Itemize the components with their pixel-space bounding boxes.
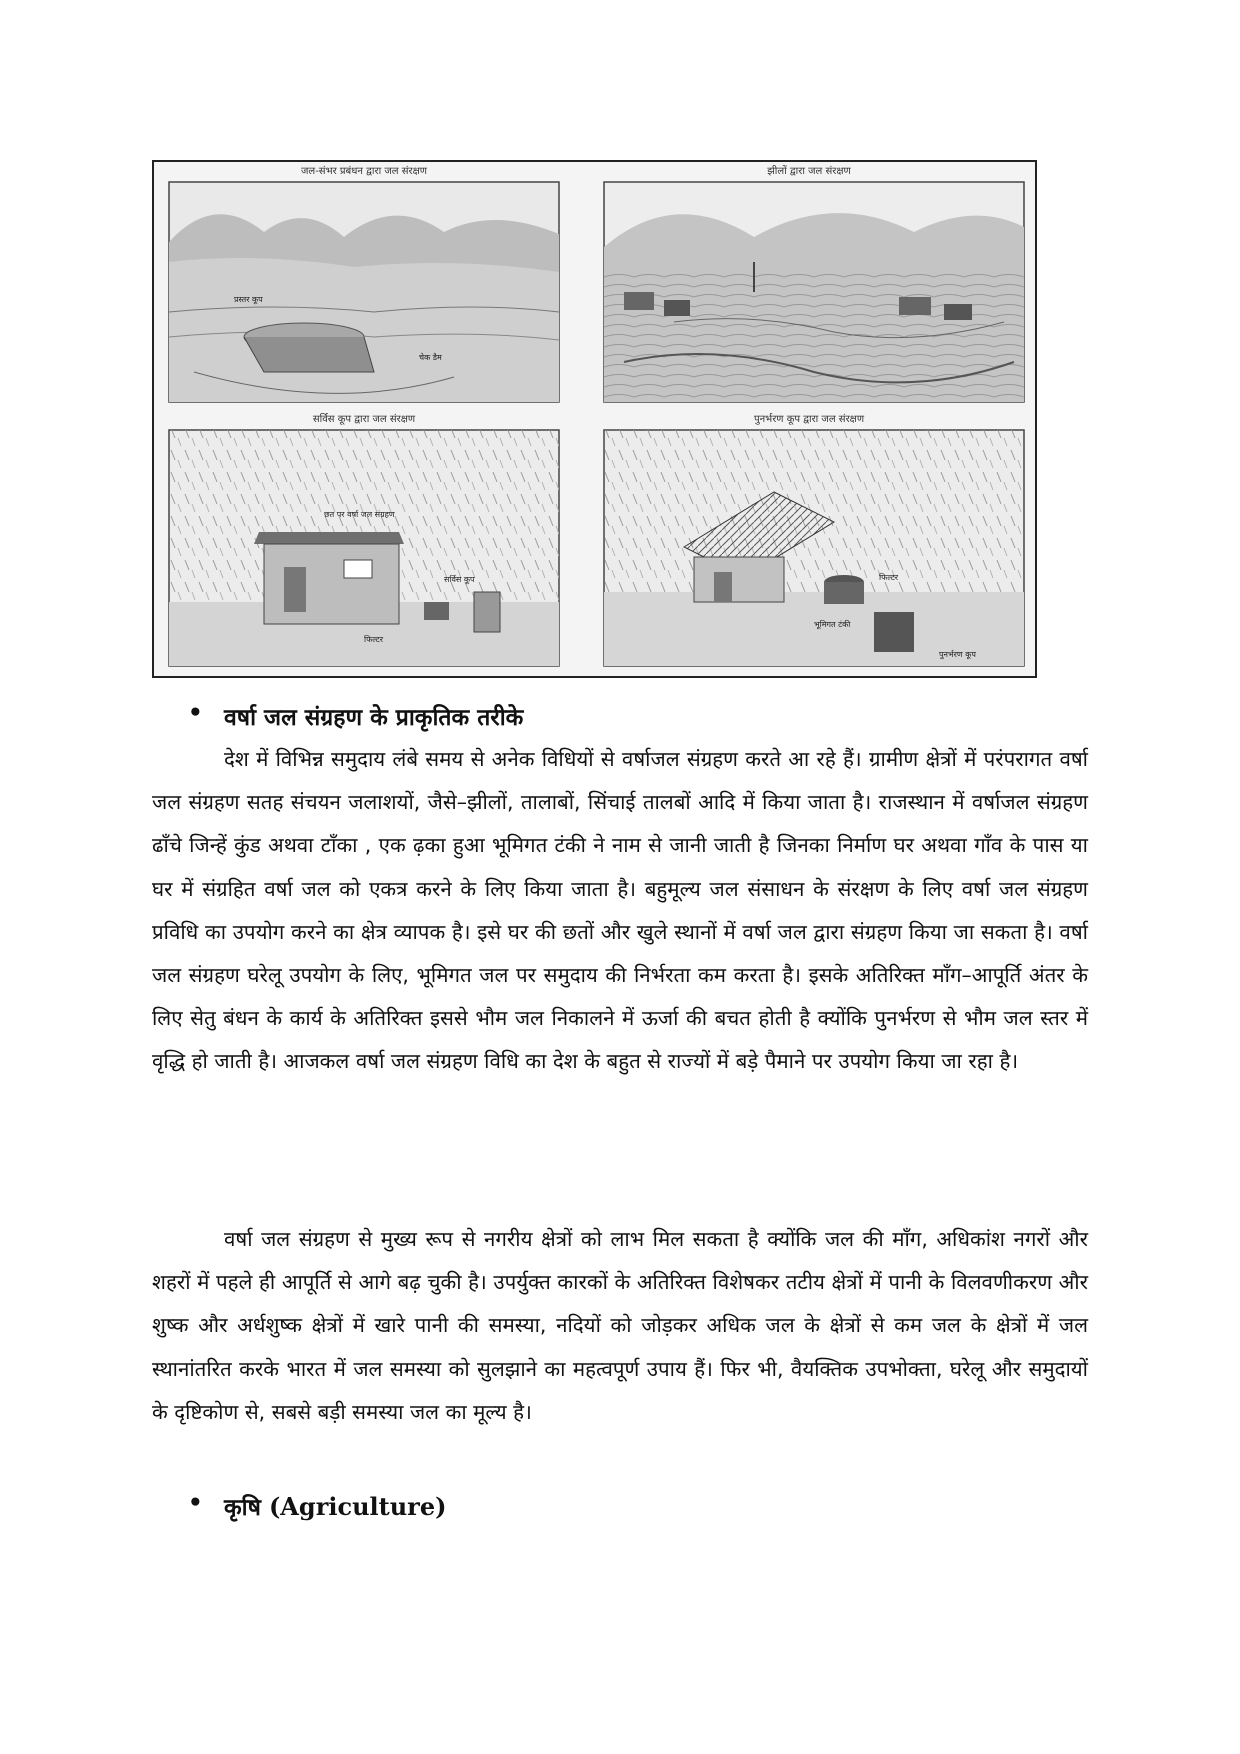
panel-title: जल-संभर प्रबंधन द्वारा जल संरक्षण [301, 166, 427, 177]
bullet-icon: • [188, 1490, 203, 1516]
panel-label: भूमिगत टंकी [814, 620, 851, 629]
panel-title: पुनर्भरण कूप द्वारा जल संरक्षण [753, 414, 865, 425]
panel-label: छत पर वर्षा जल संग्रहण [324, 510, 395, 519]
panel-label: प्रस्तर कूप [234, 295, 263, 304]
panel-title: झीलों द्वारा जल संरक्षण [767, 166, 851, 177]
panel-label: पुनर्भरण कूप [939, 650, 976, 659]
panel-label: चेक डैम [419, 353, 442, 362]
heading-text: वर्षा जल संग्रहण के प्राकृतिक तरीके [224, 705, 524, 731]
heading-english: (Agriculture) [268, 1492, 447, 1521]
panel-watershed [169, 165, 559, 402]
panel-recharge-well [604, 413, 1024, 666]
panel-label: फिल्टर [364, 635, 384, 644]
panel-service-well [169, 413, 559, 666]
paragraph: देश में विभिन्न समुदाय लंबे समय से अनेक विधियों से वर्षाजल संग्रहण करते आ रहे हैं। ग्रामीण क्षेत्रों में परंपरागत वर्षा जल संग्रहण सतह संचयन जलाशयों, जैसे–झीलों, तालाबों, सिंचाई तालबों आदि में किया जाता है। राजस्थान में वर्षाजल संग्रहण ढाँचे जिन्हें कुंड अथवा टाँका , एक ढ़का हुआ भूमिगत टंकी ने नाम से जानी जाती है जिनका निर्माण घर अथवा गाँव के पास या घर में संग्रहित वर्षा जल को एकत्र करने के लिए किया जाता है। बहुमूल्य जल संसाधन के संरक्षण के लिए वर्षा जल संग्रहण प्रविधि का उपयोग करने का क्षेत्र व्यापक है। इसे घर की छतों और खुले स्थानों में वर्षा जल द्वारा संग्रहण किया जा सकता है। वर्षा जल संग्रहण घरेलू उपयोग के लिए, भूमिगत जल पर समुदाय की निर्भरता कम करता है। इसके अतिरिक्त माँग–आपूर्ति अंतर के लिए सेतु बंधन के कार्य के अतिरिक्त इससे भौम जल निकालने में ऊर्जा की बचत होती है क्योंकि पुनर्भरण से भौम जल स्तर में वृद्धि हो जाती है। आजकल वर्षा जल संग्रहण विधि का देश के बहुत से राज्यों में बड़े पैमाने पर उपयोग किया जा रहा है। [152, 747, 1088, 1074]
paragraph: वर्षा जल संग्रहण से मुख्य रूप से नगरीय क्षेत्रों को लाभ मिल सकता है क्योंकि जल की माँग, अधिकांश नगरों और शहरों में पहले ही आपूर्ति से आगे बढ़ चुकी है। उपर्युक्त कारकों के अतिरिक्त विशेषकर तटीय क्षेत्रों में पानी के विलवणीकरण और शुष्क और अर्धशुष्क क्षेत्रों में खारे पानी की समस्या, नदियों को जोड़कर अधिक जल के क्षेत्रों से कम जल के क्षेत्रों में जल स्थानांतरित करके भारत में जल समस्या को सुलझाने का महत्वपूर्ण उपाय हैं। फिर भी, वैयक्तिक उपभोक्ता, घरेलू और समुदायों के दृष्टिकोण से, सबसे बड़ी समस्या जल का मूल्य है। [152, 1227, 1088, 1424]
bullet-icon: • [188, 700, 203, 726]
rainwater-harvesting-illustration [152, 160, 1037, 678]
panel-lakes [604, 165, 1024, 402]
panel-label: सर्विस कूप [444, 575, 475, 584]
panel-title: सर्विस कूप द्वारा जल संरक्षण [312, 414, 416, 425]
heading-hindi: कृषि [224, 1495, 261, 1521]
heading-text [224, 1490, 446, 1522]
panel-label: फिल्टर [879, 573, 899, 582]
